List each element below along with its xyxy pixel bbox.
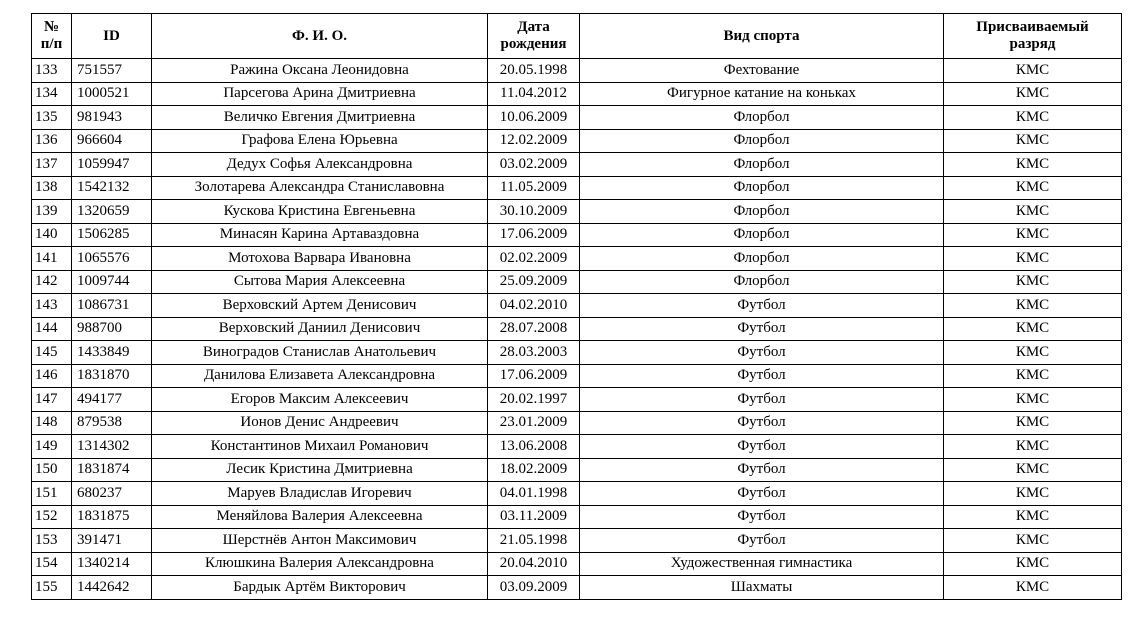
cell-rank: КМС (944, 411, 1122, 435)
cell-num: 145 (32, 341, 72, 365)
cell-dob: 03.11.2009 (488, 505, 580, 529)
cell-rank: КМС (944, 576, 1122, 600)
athletes-table (31, 13, 1122, 600)
cell-name: Верховский Артем Денисович (152, 294, 488, 318)
table-row (32, 458, 1122, 482)
table-row (32, 552, 1122, 576)
cell-sport: Футбол (580, 411, 944, 435)
cell-id: 1314302 (72, 435, 152, 459)
cell-name: Золотарева Александра Станиславовна (152, 176, 488, 200)
cell-name: Парсегова Арина Дмитриевна (152, 82, 488, 106)
header-name: Ф. И. О. (152, 14, 488, 59)
cell-sport: Флорбол (580, 223, 944, 247)
cell-dob: 12.02.2009 (488, 129, 580, 153)
cell-rank: КМС (944, 458, 1122, 482)
cell-sport: Футбол (580, 435, 944, 459)
cell-id: 1000521 (72, 82, 152, 106)
cell-dob: 17.06.2009 (488, 364, 580, 388)
cell-sport: Футбол (580, 388, 944, 412)
table-row (32, 411, 1122, 435)
cell-id: 1542132 (72, 176, 152, 200)
cell-id: 391471 (72, 529, 152, 553)
table-row (32, 529, 1122, 553)
cell-num: 155 (32, 576, 72, 600)
cell-name: Сытова Мария Алексеевна (152, 270, 488, 294)
cell-dob: 28.03.2003 (488, 341, 580, 365)
cell-name: Кускова Кристина Евгеньевна (152, 200, 488, 224)
cell-id: 1831875 (72, 505, 152, 529)
cell-sport: Футбол (580, 317, 944, 341)
cell-dob: 21.05.1998 (488, 529, 580, 553)
cell-dob: 10.06.2009 (488, 106, 580, 130)
cell-rank: КМС (944, 435, 1122, 459)
cell-name: Меняйлова Валерия Алексеевна (152, 505, 488, 529)
cell-num: 142 (32, 270, 72, 294)
cell-rank: КМС (944, 482, 1122, 506)
cell-num: 137 (32, 153, 72, 177)
cell-num: 140 (32, 223, 72, 247)
cell-id: 494177 (72, 388, 152, 412)
table-row (32, 247, 1122, 271)
cell-rank: КМС (944, 529, 1122, 553)
cell-rank: КМС (944, 59, 1122, 83)
cell-id: 1320659 (72, 200, 152, 224)
cell-name: Графова Елена Юрьевна (152, 129, 488, 153)
cell-sport: Флорбол (580, 176, 944, 200)
cell-name: Мотохова Варвара Ивановна (152, 247, 488, 271)
cell-id: 988700 (72, 317, 152, 341)
cell-id: 1442642 (72, 576, 152, 600)
cell-id: 1086731 (72, 294, 152, 318)
cell-dob: 25.09.2009 (488, 270, 580, 294)
cell-dob: 03.02.2009 (488, 153, 580, 177)
cell-name: Константинов Михаил Романович (152, 435, 488, 459)
cell-sport: Футбол (580, 341, 944, 365)
cell-num: 139 (32, 200, 72, 224)
header-dob: Дата рождения (488, 14, 580, 59)
cell-id: 1059947 (72, 153, 152, 177)
cell-sport: Фехтование (580, 59, 944, 83)
header-num: № п/п (32, 14, 72, 59)
cell-num: 134 (32, 82, 72, 106)
table-row (32, 576, 1122, 600)
cell-sport: Фигурное катание на коньках (580, 82, 944, 106)
cell-dob: 30.10.2009 (488, 200, 580, 224)
cell-num: 133 (32, 59, 72, 83)
table-row (32, 388, 1122, 412)
cell-name: Верховский Даниил Денисович (152, 317, 488, 341)
cell-rank: КМС (944, 270, 1122, 294)
cell-sport: Флорбол (580, 129, 944, 153)
cell-dob: 20.05.1998 (488, 59, 580, 83)
cell-sport: Флорбол (580, 153, 944, 177)
cell-dob: 02.02.2009 (488, 247, 580, 271)
cell-rank: КМС (944, 247, 1122, 271)
table-row (32, 176, 1122, 200)
cell-dob: 03.09.2009 (488, 576, 580, 600)
cell-id: 1506285 (72, 223, 152, 247)
cell-num: 144 (32, 317, 72, 341)
cell-dob: 23.01.2009 (488, 411, 580, 435)
cell-rank: КМС (944, 388, 1122, 412)
cell-rank: КМС (944, 364, 1122, 388)
cell-sport: Художественная гимнастика (580, 552, 944, 576)
cell-rank: КМС (944, 153, 1122, 177)
cell-rank: КМС (944, 200, 1122, 224)
cell-sport: Футбол (580, 458, 944, 482)
cell-name: Шерстнёв Антон Максимович (152, 529, 488, 553)
cell-dob: 04.02.2010 (488, 294, 580, 318)
cell-sport: Футбол (580, 364, 944, 388)
cell-name: Клюшкина Валерия Александровна (152, 552, 488, 576)
cell-sport: Флорбол (580, 247, 944, 271)
cell-dob: 04.01.1998 (488, 482, 580, 506)
table-body (32, 59, 1122, 600)
cell-id: 751557 (72, 59, 152, 83)
table-header (32, 14, 1122, 59)
cell-num: 152 (32, 505, 72, 529)
cell-num: 153 (32, 529, 72, 553)
cell-num: 135 (32, 106, 72, 130)
cell-dob: 18.02.2009 (488, 458, 580, 482)
cell-rank: КМС (944, 505, 1122, 529)
table-row (32, 106, 1122, 130)
header-row (32, 14, 1122, 59)
cell-id: 1009744 (72, 270, 152, 294)
table-row (32, 435, 1122, 459)
cell-id: 680237 (72, 482, 152, 506)
cell-sport: Футбол (580, 482, 944, 506)
cell-num: 154 (32, 552, 72, 576)
cell-sport: Флорбол (580, 106, 944, 130)
cell-sport: Шахматы (580, 576, 944, 600)
header-id: ID (72, 14, 152, 59)
cell-dob: 20.04.2010 (488, 552, 580, 576)
cell-dob: 28.07.2008 (488, 317, 580, 341)
table-row (32, 82, 1122, 106)
cell-sport: Футбол (580, 294, 944, 318)
cell-name: Виноградов Станислав Анатольевич (152, 341, 488, 365)
cell-id: 1340214 (72, 552, 152, 576)
cell-sport: Футбол (580, 529, 944, 553)
cell-name: Бардык Артём Викторович (152, 576, 488, 600)
cell-id: 966604 (72, 129, 152, 153)
cell-dob: 17.06.2009 (488, 223, 580, 247)
cell-rank: КМС (944, 82, 1122, 106)
cell-name: Маруев Владислав Игоревич (152, 482, 488, 506)
cell-name: Ражина Оксана Леонидовна (152, 59, 488, 83)
cell-num: 151 (32, 482, 72, 506)
cell-dob: 11.05.2009 (488, 176, 580, 200)
cell-rank: КМС (944, 341, 1122, 365)
cell-id: 879538 (72, 411, 152, 435)
cell-sport: Футбол (580, 505, 944, 529)
cell-id: 981943 (72, 106, 152, 130)
header-rank: Присваиваемый разряд (944, 14, 1122, 59)
cell-rank: КМС (944, 106, 1122, 130)
table-row (32, 317, 1122, 341)
cell-rank: КМС (944, 294, 1122, 318)
cell-name: Егоров Максим Алексеевич (152, 388, 488, 412)
cell-name: Данилова Елизавета Александровна (152, 364, 488, 388)
table-row (32, 364, 1122, 388)
cell-num: 143 (32, 294, 72, 318)
table-row (32, 200, 1122, 224)
cell-id: 1831870 (72, 364, 152, 388)
table-row (32, 341, 1122, 365)
table-row (32, 129, 1122, 153)
cell-num: 136 (32, 129, 72, 153)
cell-num: 148 (32, 411, 72, 435)
table-row (32, 59, 1122, 83)
cell-rank: КМС (944, 129, 1122, 153)
cell-name: Величко Евгения Дмитриевна (152, 106, 488, 130)
cell-rank: КМС (944, 176, 1122, 200)
cell-id: 1065576 (72, 247, 152, 271)
cell-id: 1433849 (72, 341, 152, 365)
cell-name: Лесик Кристина Дмитриевна (152, 458, 488, 482)
cell-dob: 20.02.1997 (488, 388, 580, 412)
cell-num: 146 (32, 364, 72, 388)
cell-num: 150 (32, 458, 72, 482)
cell-id: 1831874 (72, 458, 152, 482)
table-row (32, 153, 1122, 177)
table-row (32, 505, 1122, 529)
cell-num: 147 (32, 388, 72, 412)
table-row (32, 270, 1122, 294)
cell-dob: 11.04.2012 (488, 82, 580, 106)
cell-rank: КМС (944, 317, 1122, 341)
cell-sport: Флорбол (580, 200, 944, 224)
cell-rank: КМС (944, 552, 1122, 576)
table-row (32, 223, 1122, 247)
cell-num: 149 (32, 435, 72, 459)
cell-num: 138 (32, 176, 72, 200)
cell-name: Ионов Денис Андреевич (152, 411, 488, 435)
cell-dob: 13.06.2008 (488, 435, 580, 459)
table-row (32, 294, 1122, 318)
cell-name: Дедух Софья Александровна (152, 153, 488, 177)
cell-sport: Флорбол (580, 270, 944, 294)
header-sport: Вид спорта (580, 14, 944, 59)
table-row (32, 482, 1122, 506)
cell-rank: КМС (944, 223, 1122, 247)
cell-name: Минасян Карина Артаваздовна (152, 223, 488, 247)
cell-num: 141 (32, 247, 72, 271)
